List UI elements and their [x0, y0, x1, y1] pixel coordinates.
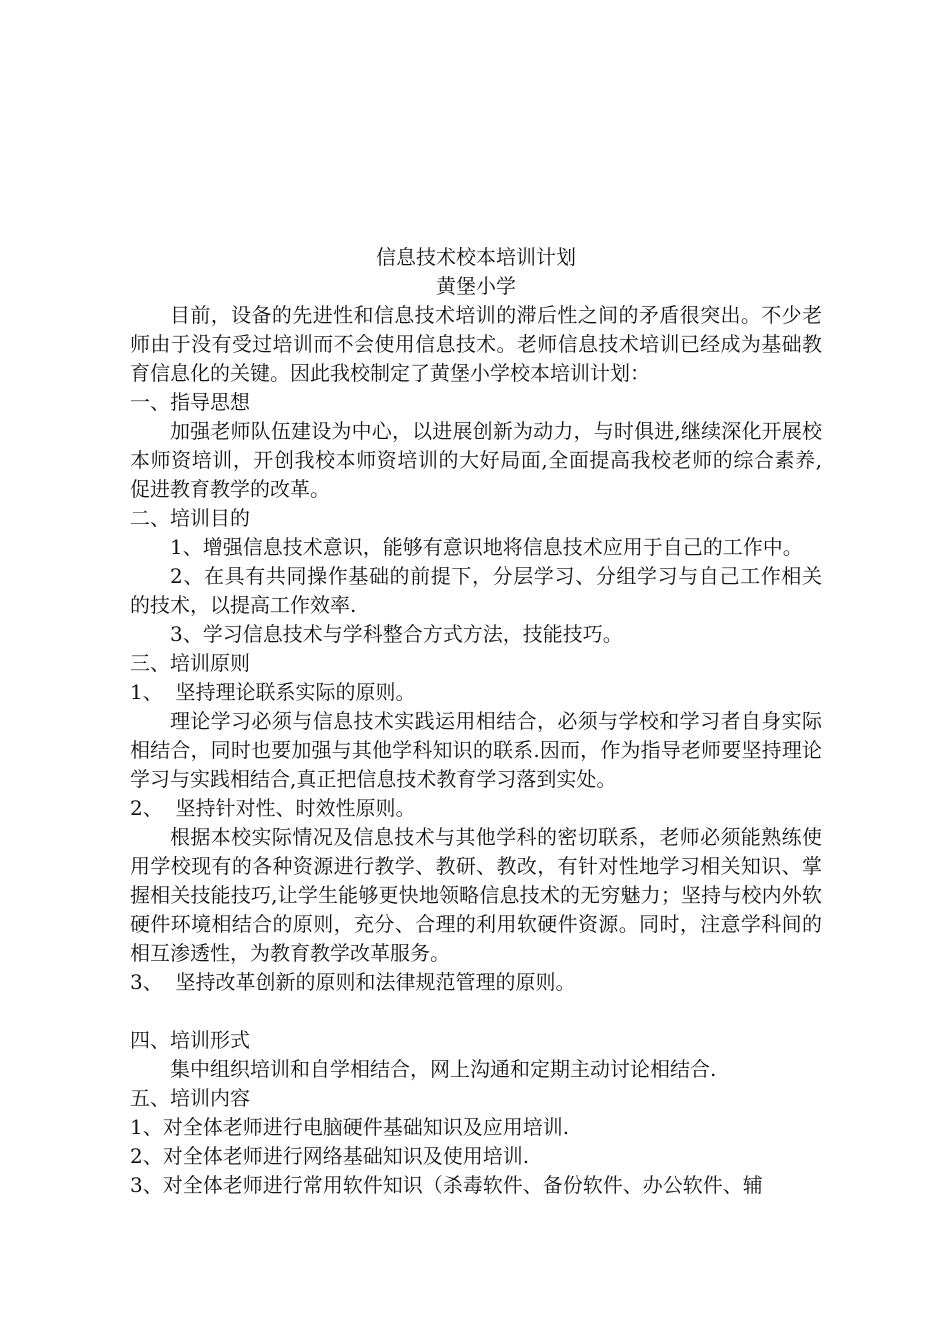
guiding-thought-paragraph: 加强老师队伍建设为中心，以进展创新为动力，与时俱进,继续深化开展校本师资培训，开创我校本师资培训的大好局面,全面提高我校老师的综合素养,促进教育教学的改革。	[130, 419, 822, 501]
principle-title: 2、 坚持针对性、时效性原则。	[130, 796, 416, 820]
section-heading-guiding-thought: 一、指导思想	[130, 390, 250, 414]
document-subtitle: 黄堡小学	[436, 274, 516, 298]
document-page	[130, 243, 822, 1200]
section-heading-training-content: 五、培训内容	[130, 1086, 250, 1110]
principle-title: 3、 坚持改革创新的原则和法律规范管理的原则。	[130, 970, 576, 994]
section-heading-training-principles: 三、培训原则	[130, 651, 250, 675]
blank-line	[130, 997, 822, 1026]
principle-paragraph: 根据本校实际情况及信息技术与其他学科的密切联系，老师必须能熟练使用学校现有的各种资源进行教学、教研、教改，有针对性地学习相关知识、掌握相关技能技巧,让学生能够更快地领略信息技术的无穷魅力；坚持与校内外软硬件环境相结合的原则，充分、合理的利用软硬件资源。同时，注意学科间的相互渗透性，为教育教学改革服务。	[130, 825, 822, 965]
purpose-item: 1、增强信息技术意识，能够有意识地将信息技术应用于自己的工作中。	[170, 535, 803, 559]
section-heading-training-purpose: 二、培训目的	[130, 506, 250, 530]
content-item: 2、对全体老师进行网络基础知识及使用培训.	[130, 1144, 530, 1168]
content-item: 1、对全体老师进行电脑硬件基础知识及应用培训.	[130, 1115, 570, 1139]
principle-title: 1、 坚持理论联系实际的原则。	[130, 680, 416, 704]
purpose-item: 3、学习信息技术与学科整合方式方法，技能技巧。	[170, 622, 623, 646]
principle-paragraph: 理论学习必须与信息技术实践运用相结合，必须与学校和学习者自身实际相结合，同时也要加强与其他学科知识的联系.因而，作为指导老师要坚持理论学习与实践相结合,真正把信息技术教育学习落到实处。	[130, 709, 822, 791]
section-heading-training-form: 四、培训形式	[130, 1028, 250, 1052]
content-item: 3、对全体老师进行常用软件知识（杀毒软件、备份软件、办公软件、辅	[130, 1173, 763, 1197]
document-title: 信息技术校本培训计划	[376, 245, 576, 269]
purpose-item: 2、在具有共同操作基础的前提下，分层学习、分组学习与自己工作相关的技术，以提高工作效率.	[130, 564, 822, 617]
intro-paragraph: 目前，设备的先进性和信息技术培训的滞后性之间的矛盾很突出。不少老师由于没有受过培训而不会使用信息技术。老师信息技术培训已经成为基础教育信息化的关键。因此我校制定了黄堡小学校本培训计划：	[130, 303, 822, 385]
training-form-paragraph: 集中组织培训和自学相结合，网上沟通和定期主动讨论相结合.	[170, 1057, 717, 1081]
